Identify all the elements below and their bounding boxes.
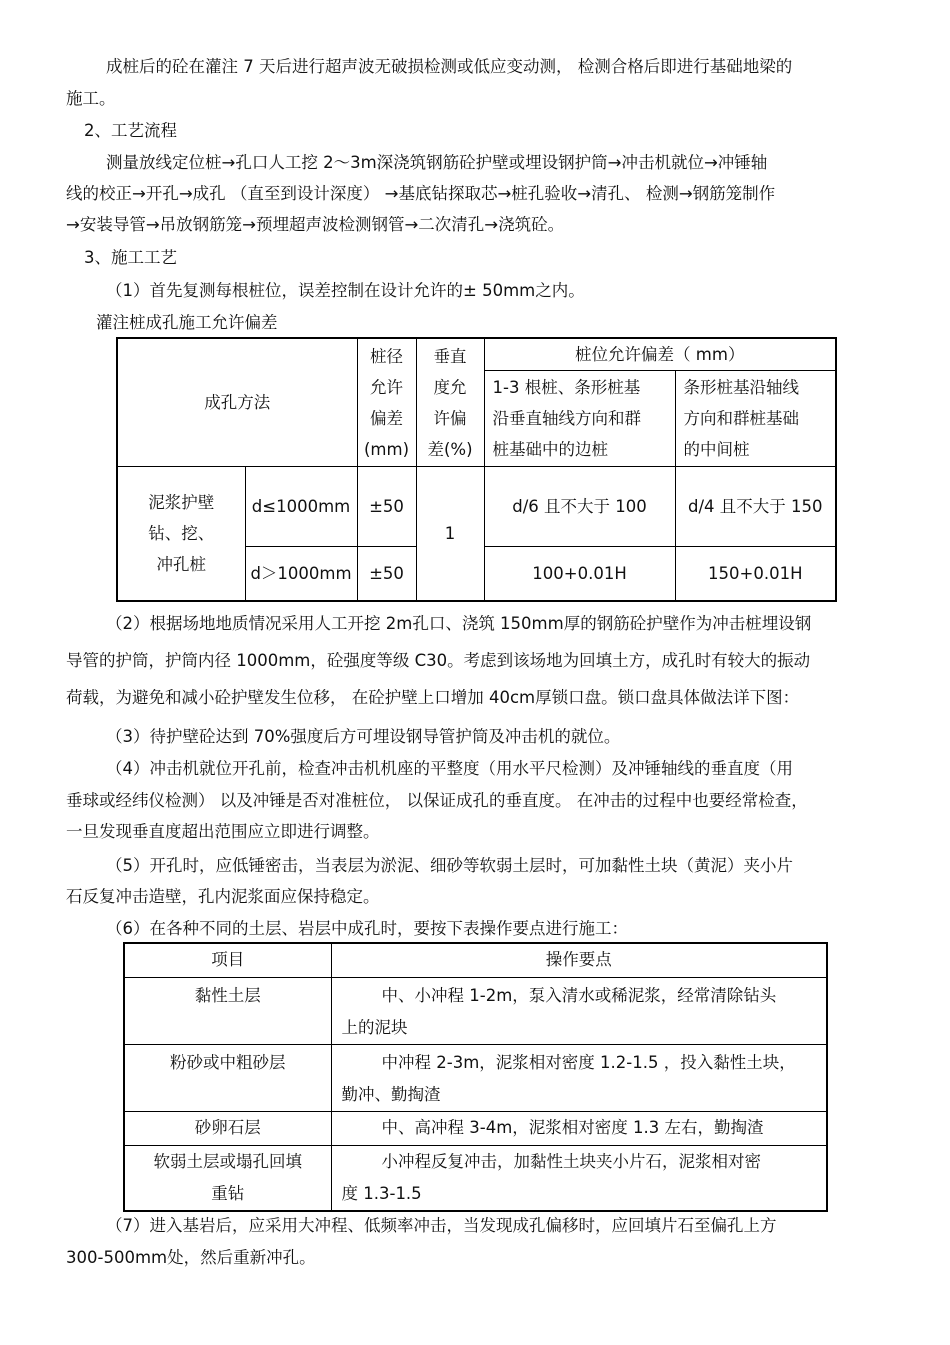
item4-line3: 一旦发现垂直度超出范围应立即进行调整。 (66, 822, 380, 841)
row2-condition: d＞1000mm (245, 547, 357, 601)
header-method: 成孔方法 (117, 338, 357, 467)
verticality-value: 1 (416, 467, 484, 601)
row-clay-item: 黏性土层 (124, 977, 331, 1044)
item7-line1: （7）进入基岩后，应采用大冲程、低频率冲击，当发现成孔偏移时，应回填片石至偏孔上方 (106, 1216, 777, 1235)
header-item: 项目 (124, 943, 331, 977)
item6-text: （6）在各种不同的土层、岩层中成孔时，要按下表操作要点进行施工： (106, 919, 628, 938)
section2-line2: 线的校正→开孔→成孔 （直至到设计深度） →基底钻探取芯→桩孔验收→清孔、 检测→钢筋笼制作 (66, 184, 776, 203)
header-position-tolerance: 桩位允许偏差（ mm） (484, 338, 836, 371)
operations-table (123, 942, 828, 1212)
header-diameter: 桩径 允许 偏差 (mm) (357, 338, 416, 467)
row-soft-ops: 小冲程反复冲击，加黏性土块夹小片石，泥浆相对密 度 1.3-1.5 (331, 1145, 827, 1211)
item3-text: （3）待护壁砼达到 70%强度后方可埋设钢导管护筒及冲击机的就位。 (106, 727, 621, 746)
row-gravel-ops: 中、高冲程 3-4m，泥浆相对密度 1.3 左右，勤掏渣 (331, 1111, 827, 1145)
row2-diameter: ±50 (357, 547, 416, 601)
section2-line1: 测量放线定位桩→孔口人工挖 2～3m深浇筑钢筋砼护壁或埋设钢护筒→冲击机就位→冲锤轴 (106, 153, 768, 172)
header-verticality: 垂直 度允 许偏 差(%) (416, 338, 484, 467)
row2-position-middle: 150+0.01H (675, 547, 836, 601)
row-gravel-item: 砂卵石层 (124, 1111, 331, 1145)
row-clay-ops: 中、小冲程 1-2m，泵入清水或稀泥浆，经常清除钻头 上的泥块 (331, 977, 827, 1044)
item4-line1: （4）冲击机就位开孔前，检查冲击机机座的平整度（用水平尺检测）及冲锤轴线的垂直度（用 (106, 759, 793, 778)
section3-heading: 3、施工工艺 (84, 248, 177, 267)
section2-heading: 2、工艺流程 (84, 121, 177, 140)
para1-line1: 成桩后的砼在灌注 7 天后进行超声波无破损检测或低应变动测， 检测合格后即进行基础地梁的 (106, 57, 793, 76)
item2-line2: 导管的护筒，护筒内径 1000mm，砼强度等级 C30。考虑到该场地为回填土方，成孔时有较大的振动 (66, 651, 811, 670)
row-soft-item: 软弱土层或塌孔回填 重钻 (124, 1145, 331, 1211)
tolerance-table (116, 337, 837, 602)
header-operations: 操作要点 (331, 943, 827, 977)
item5-line2: 石反复冲击造壁，孔内泥浆面应保持稳定。 (66, 887, 380, 906)
table1-caption: 灌注桩成孔施工允许偏差 (96, 313, 278, 332)
row1-position-edge: d/6 且不大于 100 (484, 467, 675, 547)
item2-line1: （2）根据场地地质情况采用人工开挖 2m孔口、浇筑 150mm厚的钢筋砼护壁作为冲击桩埋设钢 (106, 614, 812, 633)
item1-text: （1）首先复测每根桩位，误差控制在设计允许的± 50mm之内。 (106, 281, 585, 300)
method-cell: 泥浆护壁 钻、挖、 冲孔桩 (117, 467, 245, 601)
header-position-edge: 1-3 根桩、条形桩基 沿垂直轴线方向和群 桩基础中的边桩 (484, 371, 675, 467)
header-position-middle: 条形桩基沿轴线 方向和群桩基础 的中间桩 (675, 371, 836, 467)
item5-line1: （5）开孔时，应低锤密击，当表层为淤泥、细砂等软弱土层时，可加黏性土块（黄泥）夹小片 (106, 856, 793, 875)
row2-position-edge: 100+0.01H (484, 547, 675, 601)
row1-diameter: ±50 (357, 467, 416, 547)
item4-line2: 垂球或经纬仪检测） 以及冲锤是否对准桩位， 以保证成孔的垂直度。 在冲击的过程中也要经常检查， (66, 791, 808, 810)
row1-condition: d≤1000mm (245, 467, 357, 547)
row1-position-middle: d/4 且不大于 150 (675, 467, 836, 547)
item7-line2: 300-500mm处，然后重新冲孔。 (66, 1248, 316, 1267)
para1-line2: 施工。 (66, 89, 116, 108)
row-sand-ops: 中冲程 2-3m，泥浆相对密度 1.2-1.5 ，投入黏性土块， 勤冲、勤掏渣 (331, 1044, 827, 1111)
item2-line3: 荷载，为避免和减小砼护壁发生位移， 在砼护壁上口增加 40cm厚锁口盘。锁口盘具体做法详下图： (66, 688, 800, 707)
section2-line3: →安装导管→吊放钢筋笼→预埋超声波检测钢管→二次清孔→浇筑砼。 (66, 215, 565, 234)
row-sand-item: 粉砂或中粗砂层 (124, 1044, 331, 1111)
